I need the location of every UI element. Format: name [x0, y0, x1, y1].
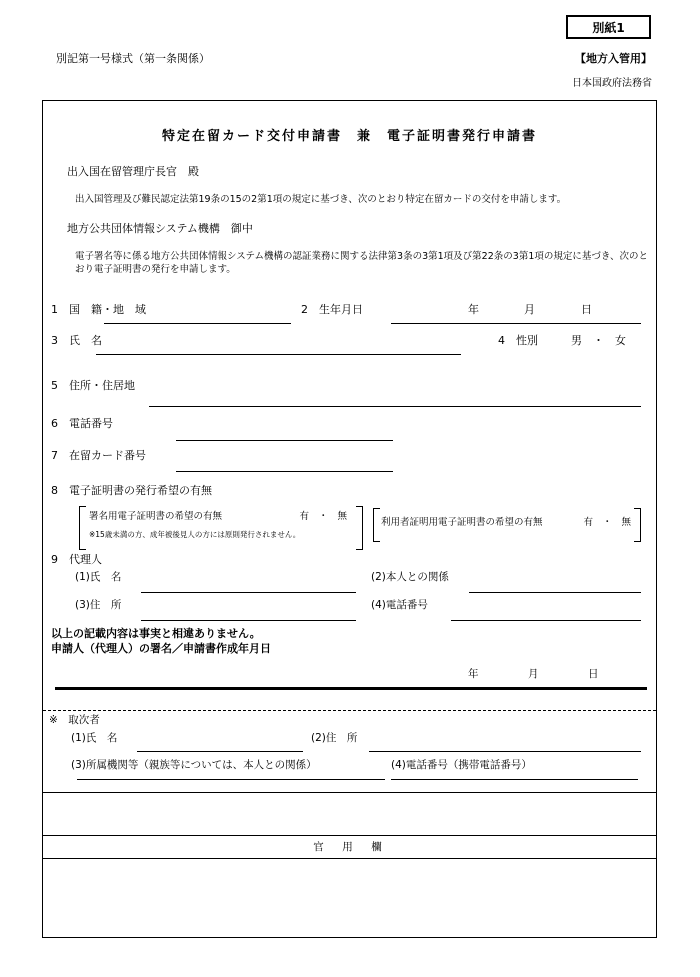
agent-org-label: (3)所属機関等（親族等については、本人との関係）: [71, 759, 317, 771]
birthdate-fill-line: [391, 323, 641, 324]
application-form: [42, 100, 657, 938]
user-cert-options: 有 ・ 無: [583, 517, 631, 528]
rep-address-fill-line: [141, 620, 356, 621]
nationality-fill-line: [104, 323, 291, 324]
agent-org-fill-line: [77, 779, 385, 780]
addressee-immigration: 出入国在留管理庁長官 殿: [67, 165, 199, 178]
form-style-reference: 別記第一号様式（第一条関係）: [56, 52, 210, 65]
phone-fill-line: [176, 440, 393, 441]
signature-month-label: 月: [528, 668, 539, 680]
signature-day-label: 日: [588, 668, 599, 680]
signature-line: [55, 687, 647, 690]
rep-phone-fill-line: [451, 620, 641, 621]
field-4-sex-label: 4 性別: [498, 334, 538, 347]
addressee-jlis: 地方公共団体情報システム機構 御中: [67, 222, 253, 235]
official-use-label: 官 用 欄: [313, 841, 386, 853]
jlis-statement: 電子署名等に係る地方公共団体情報システム機構の認証業務に関する法律第3条の3第1項及び第22条の3第1項の規定に基づき、次のとおり電子証明書の発行を申請します。: [75, 251, 648, 275]
field-2-birthdate-label: 2 生年月日: [301, 303, 363, 316]
field-8-certificate-label: 8 電子証明書の発行希望の有無: [51, 484, 212, 497]
sex-options: 男 ・ 女: [571, 334, 626, 347]
birthdate-year-label: 年: [468, 303, 479, 316]
signature-year-label: 年: [468, 668, 479, 680]
rep-name-label: (1)氏 名: [75, 571, 122, 583]
signature-cert-options: 有 ・ 無: [299, 511, 347, 522]
section-divider-line: [43, 792, 656, 793]
agent-address-label: (2)住 所: [311, 732, 358, 744]
signature-cert-label: 署名用電子証明書の希望の有無: [89, 511, 223, 522]
address-fill-line: [149, 406, 641, 407]
attachment-label: 別紙1: [592, 20, 625, 35]
field-3-name-label: 3 氏 名: [51, 334, 102, 347]
official-use-top-line: [43, 835, 656, 836]
immigration-statement: 出入国管理及び難民認定法第19条の15の2第1項の規定に基づき、次のとおり特定在留カードの交付を申請します。: [75, 194, 567, 205]
user-cert-group: [373, 508, 641, 542]
agent-section-heading: ※ 取次者: [49, 714, 100, 726]
attachment-label-box: [566, 15, 651, 39]
rep-relation-label: (2)本人との関係: [371, 571, 449, 583]
agent-phone-label: (4)電話番号（携帯電話番号）: [391, 759, 532, 771]
signature-cert-group: [79, 506, 363, 550]
field-1-nationality-label: 1 国 籍・地 域: [51, 303, 146, 316]
field-5-address-label: 5 住所・住居地: [51, 379, 135, 392]
agent-name-fill-line: [137, 751, 303, 752]
field-6-phone-label: 6 電話番号: [51, 417, 113, 430]
agent-name-label: (1)氏 名: [71, 732, 118, 744]
ministry-name: 日本国政府法務省: [572, 78, 652, 89]
rep-name-fill-line: [141, 592, 356, 593]
field-9-representative-label: 9 代理人: [51, 553, 102, 566]
declaration-statement: 以上の記載内容は事実と相違ありません。: [51, 627, 261, 640]
user-cert-label: 利用者証明用電子証明書の希望の有無: [381, 517, 543, 528]
form-title: 特定在留カード交付申請書 兼 電子証明書発行申請書: [161, 129, 537, 144]
official-use-bottom-line: [43, 858, 656, 859]
signature-instruction: 申請人（代理人）の署名／申請書作成年月日: [51, 642, 271, 655]
agent-section-divider: [43, 710, 656, 711]
rep-address-label: (3)住 所: [75, 599, 122, 611]
birthdate-month-label: 月: [524, 303, 535, 316]
field-7-residence-card-label: 7 在留カード番号: [51, 449, 146, 462]
agent-address-fill-line: [369, 751, 641, 752]
regional-use-tag: 【地方入管用】: [575, 52, 652, 65]
signature-cert-note: ※15歳未満の方、成年被後見人の方には原則発行されません。: [89, 530, 301, 539]
rep-phone-label: (4)電話番号: [371, 599, 428, 611]
birthdate-day-label: 日: [581, 303, 592, 316]
residence-card-fill-line: [176, 471, 393, 472]
name-fill-line: [96, 354, 461, 355]
agent-phone-fill-line: [391, 779, 638, 780]
rep-relation-fill-line: [469, 592, 641, 593]
